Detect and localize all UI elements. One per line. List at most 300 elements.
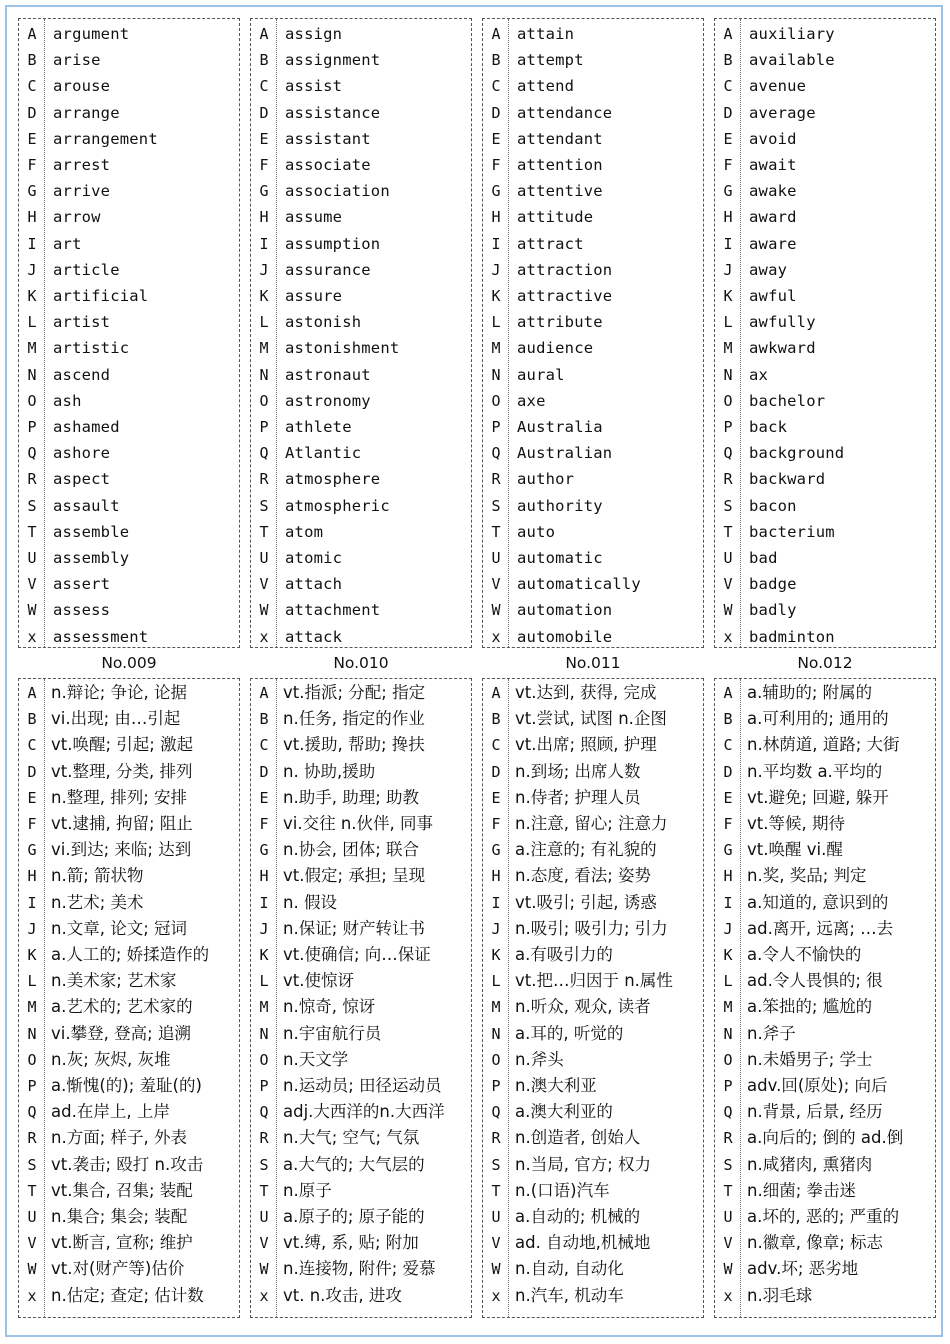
definition-row [483,1256,703,1282]
row-letter: S [723,496,733,515]
word-row [251,362,471,388]
english-word: assignment [285,51,381,70]
word-row [19,100,239,126]
word-row [483,571,703,597]
row-letter: J [491,260,501,279]
row-letter: E [27,788,37,807]
row-letter: Q [27,444,37,463]
card-number: No.009 [101,654,157,672]
definition-row [715,1021,935,1047]
word-row [19,440,239,466]
chinese-definition: a.辅助的; 附属的 [747,683,873,702]
chinese-definition: n.林荫道, 道路; 大街 [747,735,900,755]
row-letter: S [491,1155,501,1174]
card-number: No.012 [797,654,853,672]
english-word: ashore [53,444,111,463]
row-letter: W [491,601,501,620]
word-row [251,178,471,204]
word-row [19,519,239,545]
english-word: avoid [749,129,797,148]
word-row [483,440,703,466]
english-word: ax [749,365,769,384]
row-letter: R [259,1129,269,1148]
chinese-definition: vi.出现; 由…引起 [51,709,181,729]
row-letter: U [259,549,269,567]
chinese-definition: vt.吸引; 引起, 诱惑 [515,892,657,912]
chinese-definition: n.宇宙航行员 [283,1023,382,1043]
word-row [715,493,935,519]
row-letter: Q [259,444,269,463]
definition-row [715,1283,935,1309]
chinese-definition: a.艺术的; 艺术家的 [51,997,193,1017]
definition-row [715,1099,935,1125]
chinese-definition: vt.使确信; 向…保证 [283,945,431,964]
chinese-definition: n.汽车, 机动车 [515,1285,624,1305]
row-letter: B [723,51,733,70]
english-word: authority [517,496,603,515]
row-letter: D [259,103,269,122]
row-letter: G [27,182,37,201]
chinese-definition: vt.尝试, 试图 n.企图 [515,709,667,729]
chinese-definition: n.方面; 样子, 外表 [51,1128,187,1148]
definition-row [483,1073,703,1099]
card-column-4 [714,18,938,1330]
english-word: axe [517,391,546,410]
word-row [715,204,935,230]
word-row [483,466,703,492]
row-letter: P [491,1077,501,1095]
chinese-definition: n.侍者; 护理人员 [515,787,641,807]
row-letter: V [723,575,733,594]
chinese-definition: a.坏的, 恶的; 严重的 [747,1207,900,1226]
definition-row [483,1204,703,1230]
row-letter: M [259,998,269,1017]
row-letter: A [723,684,733,702]
english-word: atmospheric [285,496,390,515]
word-row [251,257,471,283]
chinese-definition: n.连接物, 附件; 爱慕 [283,1259,436,1279]
word-row [483,309,703,335]
chinese-definition: n.天文学 [283,1049,349,1069]
card-column-3 [482,18,706,1330]
word-row [19,21,239,47]
word-row [251,388,471,414]
word-row [715,47,935,73]
row-letter: Q [259,1103,269,1122]
definition-row [715,890,935,916]
row-letter: V [491,575,501,594]
chinese-definition: a.向后的; 倒的 ad.倒 [747,1128,904,1148]
row-letter: D [27,762,37,781]
row-letter: W [27,601,37,620]
english-word: attack [285,627,343,646]
word-row [19,309,239,335]
word-row [715,362,935,388]
chinese-definition: n.徽章, 像章; 标志 [747,1233,883,1253]
english-word: aware [749,234,797,253]
chinese-definition: n.协会, 团体; 联合 [283,840,419,860]
definition-row [483,1047,703,1073]
chinese-definition: a.原子的; 原子能的 [283,1207,425,1226]
definition-row [251,1178,471,1204]
row-letter: I [27,893,37,912]
chinese-definition: n. 协助,援助 [283,761,376,781]
english-word: attitude [517,208,594,227]
english-word: arrangement [53,129,158,148]
definition-row [483,811,703,837]
chinese-definition: vt.把…归因于 n.属性 [515,971,673,991]
definition-row [19,916,239,942]
row-letter: A [27,25,37,43]
row-letter: E [491,129,501,148]
definition-row [483,942,703,968]
word-row [483,21,703,47]
english-word: ashamed [53,418,120,436]
definition-row [483,1125,703,1151]
row-letter: E [723,788,733,807]
row-letter: G [27,841,37,860]
word-row [19,597,239,623]
definition-row [715,1125,935,1151]
definition-row [19,1152,239,1178]
english-word: arrow [53,208,101,227]
english-word: attribute [517,313,603,332]
chinese-definition: n.运动员; 田径运动员 [283,1076,442,1095]
definition-row [19,837,239,863]
row-letter: K [723,946,733,964]
row-letter: J [723,260,733,279]
chinese-definition: n.态度, 看法; 姿势 [515,866,651,886]
english-word: attention [517,156,603,174]
row-letter: S [259,496,269,515]
chinese-definition: vi.到达; 来临; 达到 [51,840,192,860]
english-word: attract [517,234,584,253]
english-word: athlete [285,418,352,436]
row-letter: x [27,1286,37,1305]
row-letter: O [491,1050,501,1069]
row-letter: F [723,815,733,833]
chinese-definition: n.听众, 观众, 读者 [515,997,651,1017]
chinese-definition: n.原子 [283,1180,332,1200]
row-letter: J [259,919,269,938]
word-row [483,178,703,204]
chinese-definition: vt.对(财产等)估价 [51,1259,185,1279]
english-word: Australian [517,444,613,463]
row-letter: K [259,287,269,305]
row-letter: R [491,470,501,489]
word-row [19,283,239,309]
row-letter: G [259,182,269,201]
definition-row [483,994,703,1020]
english-word: atom [285,522,324,541]
row-letter: L [491,313,501,332]
chinese-definition: a.笨拙的; 尴尬的 [747,997,873,1017]
definition-row [19,706,239,732]
definition-row [19,942,239,968]
word-row [483,100,703,126]
definition-row [715,994,935,1020]
definition-row [483,785,703,811]
definition-row [19,811,239,837]
definition-row [19,994,239,1020]
definition-row [19,1256,239,1282]
definition-row [251,680,471,706]
definition-row [483,706,703,732]
english-word: arrest [53,156,111,174]
definition-row [19,759,239,785]
english-word: aspect [53,470,111,489]
word-row [715,126,935,152]
row-letter: R [27,1129,37,1148]
row-letter: K [491,287,501,305]
english-word: attach [285,575,343,594]
row-letter: U [491,1208,501,1226]
english-word: bachelor [749,391,826,410]
word-row [19,493,239,519]
row-letter: L [259,313,269,332]
definition-row [251,994,471,1020]
english-word: assistant [285,129,371,148]
row-letter: C [723,77,733,96]
english-word: backward [749,470,826,489]
chinese-definition: vt.袭击; 殴打 n.攻击 [51,1154,204,1174]
row-letter: O [259,391,269,410]
word-row [715,624,935,650]
definition-row [715,942,935,968]
chinese-definition: vt.断言, 宣称; 维护 [51,1233,193,1253]
row-letter: B [491,710,501,729]
word-row [251,21,471,47]
chinese-definition: n.斧头 [515,1049,564,1069]
english-word: association [285,182,390,201]
row-letter: T [27,1181,37,1200]
chinese-definition: vt. n.攻击, 进攻 [283,1285,402,1305]
definition-row [251,968,471,994]
chinese-definition: n.灰; 灰烬, 灰堆 [51,1049,171,1069]
row-letter: x [259,1286,269,1305]
definition-row [19,732,239,758]
row-letter: F [491,815,501,833]
definition-row [483,968,703,994]
definition-list [714,678,936,1318]
chinese-definition: adv.坏; 恶劣地 [747,1259,859,1279]
row-letter: V [27,1234,37,1253]
row-letter: W [259,1260,269,1279]
english-word: automatically [517,575,641,594]
chinese-definition: vt.唤醒 vi.醒 [747,840,843,860]
row-letter: V [491,1234,501,1253]
english-word: attractive [517,287,613,305]
card-number: No.010 [333,654,389,672]
english-word: badly [749,601,797,620]
row-letter: S [723,1155,733,1174]
card-column-1 [18,18,242,1330]
word-row [19,545,239,571]
definition-row [715,1256,935,1282]
row-letter: H [491,208,501,227]
word-row [715,519,935,545]
definition-row [251,1047,471,1073]
row-letter: T [27,522,37,541]
row-letter: A [259,25,269,43]
english-word: attentive [517,182,603,201]
chinese-definition: n.奖, 奖品; 判定 [747,866,867,886]
definition-row [251,837,471,863]
definition-row [483,837,703,863]
definition-row [19,1073,239,1099]
definition-row [715,1073,935,1099]
card-number: No.011 [565,654,621,672]
row-letter: M [27,998,37,1017]
word-row [19,388,239,414]
row-letter: N [259,1024,269,1043]
row-letter: J [491,919,501,938]
row-letter: J [259,260,269,279]
word-row [483,597,703,623]
word-row [251,100,471,126]
chinese-definition: n.助手, 助理; 助教 [283,787,419,807]
row-letter: D [259,762,269,781]
row-letter: Q [491,444,501,463]
word-row [483,519,703,545]
row-letter: C [723,736,733,755]
row-letter: T [491,1181,501,1200]
word-row [483,414,703,440]
word-row [251,440,471,466]
chinese-definition: a.自动的; 机械的 [515,1207,641,1226]
definition-row [483,1021,703,1047]
chinese-definition: vt.使惊讶 [283,971,354,991]
chinese-definition: n.当局, 官方; 权力 [515,1154,651,1174]
english-word: artist [53,313,111,332]
row-letter: G [723,841,733,860]
word-row [483,231,703,257]
word-row [483,152,703,178]
row-letter: D [491,762,501,781]
english-word: astronaut [285,365,371,384]
row-letter: K [27,946,37,964]
chinese-definition: n.保证; 财产转让书 [283,918,426,938]
definition-row [251,1230,471,1256]
english-word: await [749,156,797,174]
english-word: attend [517,77,575,96]
word-row [251,231,471,257]
row-letter: R [723,470,733,489]
chinese-definition: a.惭愧(的); 羞耻(的) [51,1076,202,1095]
row-letter: H [259,208,269,227]
row-letter: A [27,684,37,702]
definition-row [251,916,471,942]
row-letter: C [27,736,37,755]
row-letter: G [259,841,269,860]
row-letter: K [259,946,269,964]
english-word: artistic [53,339,130,358]
word-row [483,624,703,650]
row-letter: K [491,946,501,964]
row-letter: P [723,418,733,436]
row-letter: N [723,365,733,384]
row-letter: H [723,208,733,227]
english-word: auto [517,522,556,541]
chinese-definition: n.整理, 排列; 安排 [51,787,187,807]
english-word: ash [53,391,82,410]
chinese-definition: vt.缚, 系, 贴; 附加 [283,1233,419,1253]
chinese-definition: ad.离开, 远离; …去 [747,918,894,938]
english-word: assumption [285,234,381,253]
definition-row [251,785,471,811]
row-letter: J [27,260,37,279]
row-letter: I [27,234,37,253]
chinese-definition: a.有吸引力的 [515,945,613,964]
word-row [251,283,471,309]
word-row [715,335,935,361]
english-word: attain [517,25,575,43]
word-row [483,545,703,571]
definition-list [18,678,240,1318]
row-letter: M [723,339,733,358]
row-letter: U [491,549,501,567]
definition-row [715,968,935,994]
definition-row [715,759,935,785]
word-row [19,362,239,388]
definition-row [715,680,935,706]
row-letter: U [27,1208,37,1226]
definition-row [251,811,471,837]
row-letter: P [723,1077,733,1095]
chinese-definition: n.创造者, 创始人 [515,1128,641,1148]
word-row [19,466,239,492]
row-letter: V [259,575,269,594]
row-letter: B [27,710,37,729]
definition-list [482,678,704,1318]
row-letter: P [491,418,501,436]
chinese-definition: a.大气的; 大气层的 [283,1154,425,1174]
word-row [715,309,935,335]
chinese-definition: n.平均数 a.平均的 [747,761,883,781]
row-letter: V [259,1234,269,1253]
chinese-definition: n.注意, 留心; 注意力 [515,814,668,833]
word-row [19,178,239,204]
row-letter: I [491,893,501,912]
row-letter: O [27,1050,37,1069]
row-letter: F [27,815,37,833]
english-word: bad [749,549,778,567]
english-word: automatic [517,549,603,567]
definition-row [715,732,935,758]
row-letter: M [491,998,501,1017]
row-letter: H [259,867,269,886]
row-letter: E [27,129,37,148]
chinese-definition: n.任务, 指定的作业 [283,709,425,729]
english-word: attachment [285,601,381,620]
word-row [483,493,703,519]
chinese-definition: ad.在岸上, 上岸 [51,1102,170,1122]
definition-row [483,863,703,889]
row-letter: x [27,627,37,646]
chinese-definition: n.艺术; 美术 [51,892,144,912]
definition-row [251,1073,471,1099]
chinese-definition: vt.整理, 分类, 排列 [51,761,193,781]
row-letter: F [259,815,269,833]
row-letter: I [491,234,501,253]
chinese-definition: n.未婚男子; 学士 [747,1049,873,1069]
row-letter: B [491,51,501,70]
definition-row [251,1099,471,1125]
chinese-definition: a.知道的, 意识到的 [747,892,889,912]
row-letter: A [491,684,501,702]
english-word: arise [53,51,101,70]
english-word: article [53,260,120,279]
